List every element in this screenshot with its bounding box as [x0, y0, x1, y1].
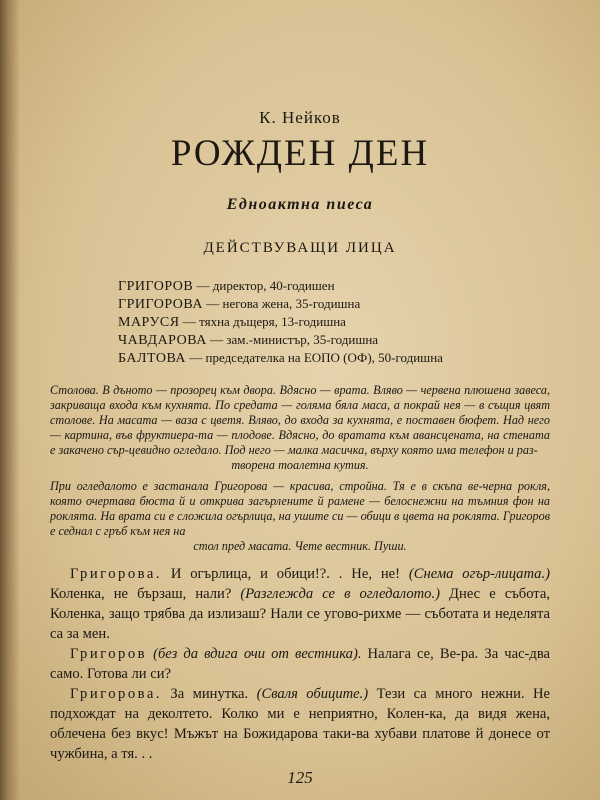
cast-name: БАЛТОВА	[118, 351, 187, 366]
play-subtitle: Едноактна пиеса	[226, 196, 374, 213]
dialogue-text: Коленка, не бързаш, нали?	[50, 586, 241, 602]
speaker-name: Григорова.	[70, 686, 162, 702]
dialogue-text: Днес е събота, Коленка, защо трябва да излизаш? Нали се угово-рихме — съботата и неделята са за мен.	[50, 586, 550, 642]
cast-name: ЧАВДАРОВА	[118, 333, 207, 348]
stage-text: При огледалото е застанала Григорова — красива, стройна. Тя е в скъпа ве-черна рокля, която очертава бюста й и открива загърлените й рамене — белоснежни на тъмния фон на роклята. На врата си е сложила огърлица, на ушите си — обици в цвета на роклята. Григоров е седнал с гръб към нея на	[50, 479, 550, 538]
dialogue-line	[50, 684, 550, 764]
speaker-name: Григоров	[70, 646, 148, 662]
cast-item	[118, 331, 550, 349]
cast-description: — тяхна дъщеря, 13-годишна	[179, 314, 346, 329]
dialogue-direction: (Сваля обиците.)	[256, 686, 369, 702]
cast-description: — директор, 40-годишен	[193, 278, 335, 293]
stage-text: Столова. В дъното — прозорец към двора. Вдясно — врата. Вляво — червена плюшена завеса, закриваща входа към кухнята. По средата — голяма бяла маса, а покрай нея — в същия цвят столове. На масата — ваза с цветя. Вляво, до входа за кухнята, е поставен бюфет. Над него — картина, във фруктиера-та — плодове. Вдясно, до вратата към авансцената, на стената е закачено сър-цевидно огледало. Под него — малка масичка, върху която има телефон и раз-	[50, 383, 550, 457]
dialogue-line	[50, 644, 550, 684]
dialogue	[50, 564, 550, 764]
dialogue-text: И огърлица, и обици!?. . Не, не!	[161, 566, 409, 582]
dialogue-line	[50, 564, 550, 644]
stage-text: стол пред масата. Чете вестник. Пуши.	[193, 539, 407, 553]
cast-name: МАРУСЯ	[118, 315, 180, 330]
cast-item	[118, 349, 550, 367]
cast-description: — председателка на ЕОПО (ОФ), 50-годишна	[186, 350, 443, 365]
dialogue-direction: (Снема огър-лицата.)	[408, 566, 550, 582]
book-page	[50, 108, 551, 787]
cast-name: ГРИГОРОВ	[118, 279, 194, 294]
cast-description: — негова жена, 35-годишна	[202, 296, 361, 311]
stage-direction	[50, 479, 550, 554]
cast-item	[118, 295, 550, 313]
author-name: К. Нейков	[259, 108, 341, 127]
cast-name: ГРИГОРОВА	[118, 297, 203, 312]
dialogue-text: За минутка.	[161, 686, 257, 702]
play-title: РОЖДЕН ДЕН	[170, 133, 430, 174]
cast-list	[118, 277, 550, 367]
cast-item	[118, 277, 550, 295]
cast-heading: ДЕЙСТВУВАЩИ ЛИЦА	[203, 240, 397, 256]
speaker-name: Григорова.	[70, 566, 162, 582]
dialogue-text: Налага се, Ве-ра. За час-два само. Готова ли си?	[50, 646, 551, 682]
page-number: 125	[287, 768, 313, 787]
dialogue-direction: (Разглежда се в огледалото.)	[240, 586, 440, 602]
cast-description: — зам.-министър, 35-годишна	[206, 332, 379, 347]
stage-direction	[50, 383, 550, 473]
book-spine-shadow	[0, 0, 20, 800]
dialogue-direction: (без да вдига очи от вестника).	[153, 646, 362, 662]
stage-text: творена тоалетна кутия.	[231, 458, 369, 472]
dialogue-text: Тези са много нежни. Не подхождат на деколтето. Колко ми е неприятно, Колен-ка, да видя жена, облечена без вкус! Мъжът на Божидарова таки-ва хубави платове й донесе от чужбина, а тя. . .	[50, 686, 550, 762]
cast-item	[118, 313, 550, 331]
